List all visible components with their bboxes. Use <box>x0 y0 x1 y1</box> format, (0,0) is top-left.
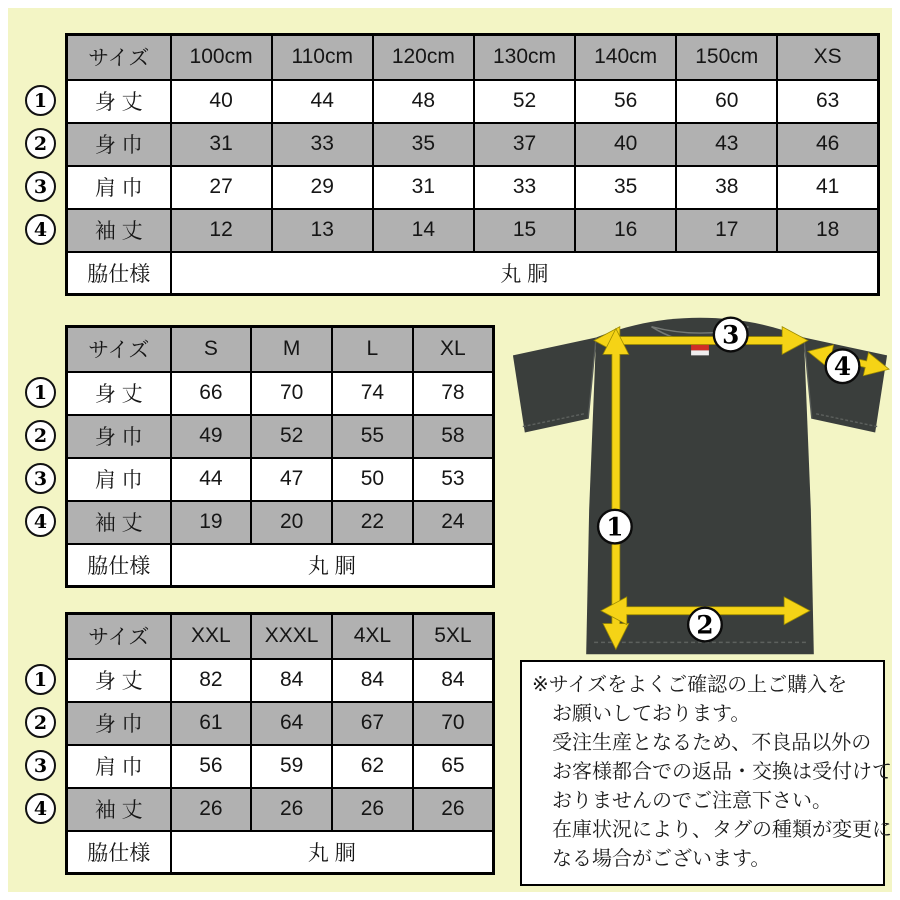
measure-row <box>67 458 494 501</box>
size-table-kids <box>33 33 880 296</box>
side-spec-value: 丸 胴 <box>171 252 879 295</box>
header-row <box>67 35 879 80</box>
note-line: お願いしております。 <box>552 703 751 725</box>
size-value-cell: 44 <box>272 80 373 123</box>
row-number: 1 <box>33 668 48 691</box>
tshirt-diagram <box>507 310 892 662</box>
size-value-cell: 50 <box>332 458 413 501</box>
side-spec-row <box>67 544 494 587</box>
row-number-badge <box>25 463 56 494</box>
measure-badge-2 <box>688 608 722 642</box>
tshirt-left-sleeve <box>513 338 596 433</box>
column-header: XXL <box>171 614 252 659</box>
size-value-cell: 31 <box>373 166 474 209</box>
size-value-cell: 66 <box>171 372 252 415</box>
column-header: M <box>251 327 332 372</box>
size-value-cell: 64 <box>251 702 332 745</box>
row-number-badge <box>25 506 56 537</box>
row-number-badge <box>25 664 56 695</box>
size-value-cell: 52 <box>474 80 575 123</box>
size-value-cell: 65 <box>413 745 494 788</box>
row-number: 2 <box>33 132 48 155</box>
measure-row <box>67 415 494 458</box>
row-label: 袖 丈 <box>67 209 171 252</box>
row-number: 4 <box>33 218 48 241</box>
row-label: 肩 巾 <box>67 458 171 501</box>
size-value-cell: 31 <box>171 123 272 166</box>
size-value-cell: 70 <box>251 372 332 415</box>
side-spec-label: 脇仕様 <box>67 252 171 295</box>
column-header: XS <box>777 35 878 80</box>
size-value-cell: 22 <box>332 501 413 544</box>
size-value-cell: 63 <box>777 80 878 123</box>
row-label: 肩 巾 <box>67 166 171 209</box>
column-header: 150cm <box>676 35 777 80</box>
side-spec-row <box>67 252 879 295</box>
side-spec-value: 丸 胴 <box>171 544 494 587</box>
column-header: XXXL <box>251 614 332 659</box>
size-value-cell: 52 <box>251 415 332 458</box>
size-value-cell: 53 <box>413 458 494 501</box>
size-value-cell: 70 <box>413 702 494 745</box>
note-line: おりませんのでご注意下さい。 <box>552 790 832 812</box>
size-value-cell: 74 <box>332 372 413 415</box>
size-value-cell: 15 <box>474 209 575 252</box>
note-line: 受注生産となるため、不良品以外の <box>552 732 872 754</box>
side-spec-value: 丸 胴 <box>171 831 494 874</box>
size-value-cell: 13 <box>272 209 373 252</box>
size-value-cell: 41 <box>777 166 878 209</box>
row-label: 身 丈 <box>67 80 171 123</box>
row-number: 4 <box>33 510 48 533</box>
row-number: 3 <box>33 175 48 198</box>
size-value-cell: 12 <box>171 209 272 252</box>
row-label: 身 丈 <box>67 372 171 415</box>
size-value-cell: 27 <box>171 166 272 209</box>
size-value-cell: 26 <box>332 788 413 831</box>
size-value-cell: 26 <box>413 788 494 831</box>
row-number-badge <box>25 793 56 824</box>
size-value-cell: 16 <box>575 209 676 252</box>
size-value-cell: 26 <box>251 788 332 831</box>
size-value-cell: 84 <box>413 659 494 702</box>
size-header-cell: サイズ <box>67 614 171 659</box>
row-number: 3 <box>33 467 48 490</box>
note-line: 在庫状況により、タグの種類が変更に <box>552 819 892 841</box>
size-value-cell: 38 <box>676 166 777 209</box>
size-value-cell: 33 <box>272 123 373 166</box>
size-value-cell: 35 <box>373 123 474 166</box>
side-spec-row <box>67 831 494 874</box>
size-table-plus <box>33 612 495 875</box>
column-header: 100cm <box>171 35 272 80</box>
measure-row <box>67 372 494 415</box>
row-label: 身 巾 <box>67 415 171 458</box>
measure-row <box>67 123 879 166</box>
tshirt-image <box>507 310 892 662</box>
size-value-cell: 47 <box>251 458 332 501</box>
size-table-adult <box>33 325 495 588</box>
svg-text:3: 3 <box>722 320 740 350</box>
row-label: 袖 丈 <box>67 501 171 544</box>
row-label: 身 丈 <box>67 659 171 702</box>
size-value-cell: 58 <box>413 415 494 458</box>
size-value-cell: 56 <box>171 745 252 788</box>
size-table <box>65 612 495 875</box>
size-value-cell: 48 <box>373 80 474 123</box>
size-value-cell: 44 <box>171 458 252 501</box>
size-value-cell: 56 <box>575 80 676 123</box>
size-header-cell: サイズ <box>67 35 171 80</box>
row-label: 肩 巾 <box>67 745 171 788</box>
row-number-badge <box>25 707 56 738</box>
size-value-cell: 19 <box>171 501 252 544</box>
row-number-badge <box>25 377 56 408</box>
measure-badge-3 <box>714 318 748 352</box>
measure-row <box>67 702 494 745</box>
header-row <box>67 614 494 659</box>
row-number: 1 <box>33 89 48 112</box>
svg-text:2: 2 <box>696 610 714 640</box>
measure-row <box>67 501 494 544</box>
note-line: お客様都合での返品・交換は受付けて <box>552 761 892 783</box>
size-value-cell: 43 <box>676 123 777 166</box>
row-number: 4 <box>33 797 48 820</box>
column-header: 120cm <box>373 35 474 80</box>
measure-row <box>67 80 879 123</box>
size-value-cell: 20 <box>251 501 332 544</box>
row-label: 身 巾 <box>67 702 171 745</box>
size-value-cell: 26 <box>171 788 252 831</box>
header-row <box>67 327 494 372</box>
size-value-cell: 17 <box>676 209 777 252</box>
size-value-cell: 40 <box>171 80 272 123</box>
row-number: 1 <box>33 381 48 404</box>
note-line: ※サイズをよくご確認の上ご購入を <box>532 674 848 696</box>
size-value-cell: 33 <box>474 166 575 209</box>
measure-row <box>67 788 494 831</box>
side-spec-label: 脇仕様 <box>67 831 171 874</box>
svg-text:4: 4 <box>833 352 852 382</box>
row-number-badge <box>25 420 56 451</box>
measure-row <box>67 745 494 788</box>
measure-row <box>67 166 879 209</box>
row-number-badge <box>25 85 56 116</box>
size-value-cell: 61 <box>171 702 252 745</box>
row-number: 2 <box>33 711 48 734</box>
size-value-cell: 82 <box>171 659 252 702</box>
size-value-cell: 29 <box>272 166 373 209</box>
row-number: 2 <box>33 424 48 447</box>
column-header: S <box>171 327 252 372</box>
column-header: 130cm <box>474 35 575 80</box>
size-value-cell: 35 <box>575 166 676 209</box>
size-value-cell: 49 <box>171 415 252 458</box>
size-chart-page <box>8 8 892 892</box>
column-header: 140cm <box>575 35 676 80</box>
size-value-cell: 18 <box>777 209 878 252</box>
row-label: 身 巾 <box>67 123 171 166</box>
size-value-cell: 84 <box>251 659 332 702</box>
size-value-cell: 24 <box>413 501 494 544</box>
size-value-cell: 37 <box>474 123 575 166</box>
measure-badge-1 <box>598 510 632 544</box>
row-number-badge <box>25 128 56 159</box>
row-number-badge <box>25 750 56 781</box>
row-label: 袖 丈 <box>67 788 171 831</box>
size-value-cell: 40 <box>575 123 676 166</box>
column-header: 5XL <box>413 614 494 659</box>
size-value-cell: 84 <box>332 659 413 702</box>
column-header: L <box>332 327 413 372</box>
measure-row <box>67 659 494 702</box>
size-value-cell: 67 <box>332 702 413 745</box>
size-value-cell: 78 <box>413 372 494 415</box>
size-header-cell: サイズ <box>67 327 171 372</box>
side-spec-label: 脇仕様 <box>67 544 171 587</box>
row-number-badge <box>25 214 56 245</box>
row-number: 3 <box>33 754 48 777</box>
row-number-badge <box>25 171 56 202</box>
size-value-cell: 46 <box>777 123 878 166</box>
size-table <box>65 33 880 296</box>
purchase-note-box <box>520 660 892 886</box>
measure-badge-4 <box>826 349 860 383</box>
size-value-cell: 14 <box>373 209 474 252</box>
column-header: 4XL <box>332 614 413 659</box>
column-header: XL <box>413 327 494 372</box>
measure-row <box>67 209 879 252</box>
column-header: 110cm <box>272 35 373 80</box>
size-value-cell: 55 <box>332 415 413 458</box>
size-value-cell: 62 <box>332 745 413 788</box>
size-table <box>65 325 495 588</box>
note-line: なる場合がございます。 <box>552 848 771 870</box>
size-value-cell: 60 <box>676 80 777 123</box>
size-value-cell: 59 <box>251 745 332 788</box>
svg-text:1: 1 <box>606 512 624 542</box>
